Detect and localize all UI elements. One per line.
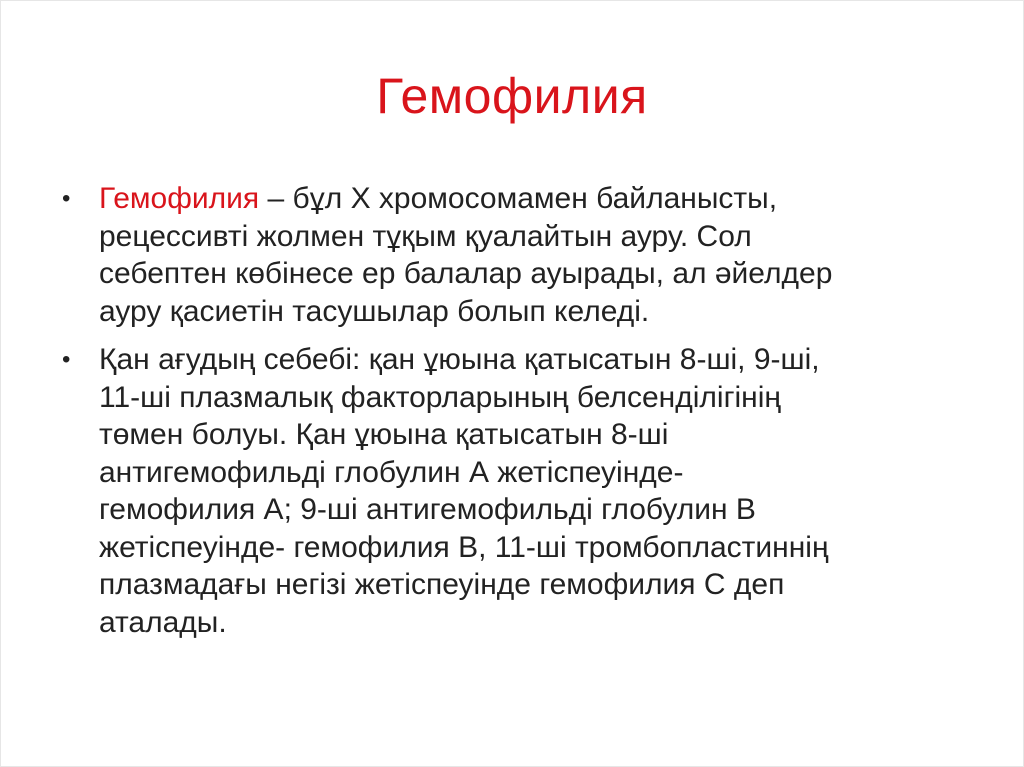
bullet-line: ауру қасиетін тасушылар болып келеді. (99, 294, 650, 328)
bullet-line: антигемофильді глобулин А жетіспеуінде- (99, 455, 684, 489)
bullet-line: плазмадағы негізі жетіспеуінде гемофилия С деп (99, 568, 785, 601)
bullet-line: аталады. (99, 605, 227, 639)
bullet-line: гемофилия А; 9-ші антигемофильді глобулин В (99, 493, 756, 526)
bullet-line-text: – бұл Х хромосомамен байланысты, (259, 182, 778, 215)
bullet-line: төмен болуы. Қан ұюына қатысатын 8-ші (99, 418, 669, 451)
slide-title: Гемофилия (376, 68, 648, 124)
bullet-dot-icon: • (62, 185, 71, 212)
bullet-line: 11-ші плазмалық факторларының белсенділігінің (99, 380, 781, 414)
highlighted-term: Гемофилия (99, 182, 260, 215)
bullet-item-cause (62, 341, 982, 641)
bullet-line: Қан ағудың себебі: қан ұюына қатысатын 8-ші, 9-ші, (99, 343, 820, 376)
bullet-item-definition (62, 180, 982, 330)
bullet-line: жетіспеуінде- гемофилия В, 11-ші тромбопластиннің (99, 530, 829, 564)
bullet-dot-icon: • (62, 346, 71, 373)
bullet-line: себептен көбінесе ер балалар ауырады, ал әйелдер (99, 257, 833, 290)
bullet-list (62, 180, 982, 641)
bullet-line (99, 180, 982, 218)
bullet-line: рецессивті жолмен тұқым қуалайтын ауру. Сол (99, 219, 752, 253)
